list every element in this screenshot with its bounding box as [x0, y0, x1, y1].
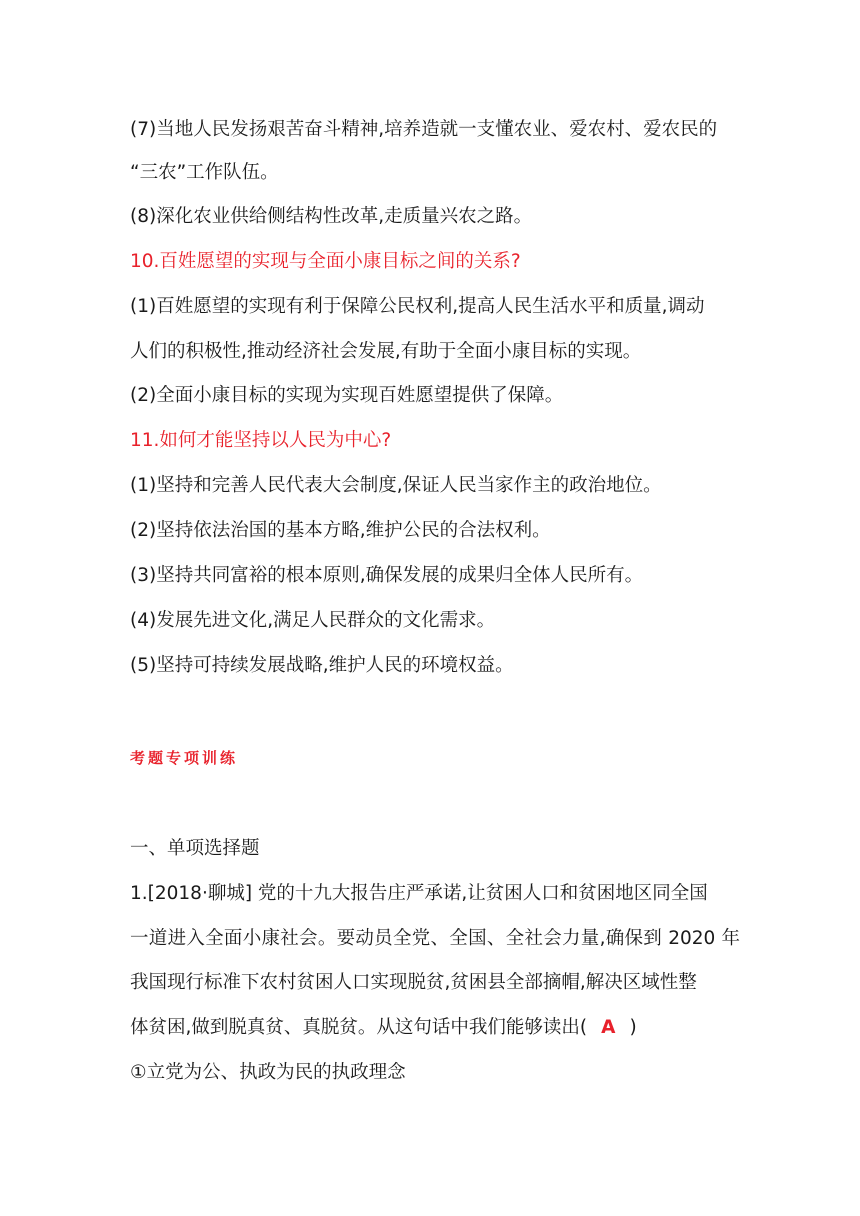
question-1-last-line	[130, 1016, 740, 1040]
section-title: 考题专项训练	[130, 749, 239, 767]
question-1-line: 一道进入全面小康社会。要动员全党、全国、全社会力量,确保到 2020 年	[130, 928, 740, 949]
text-line: (7)当地人民发扬艰苦奋斗精神,培养造就一支懂农业、爱农村、爱农民的	[130, 119, 718, 140]
text-line: 人们的积极性,推动经济社会发展,有助于全面小康目标的实现。	[130, 341, 642, 362]
text-line: “三农”工作队伍。	[130, 162, 279, 183]
text-line: (4)发展先进文化,满足人民群众的文化需求。	[130, 610, 496, 631]
text-line: (5)坚持可持续发展战略,维护人民的环境权益。	[130, 655, 514, 676]
text-line: (3)坚持共同富裕的根本原则,确保发展的成果归全体人民所有。	[130, 565, 644, 586]
question-10-heading: 10.百姓愿望的实现与全面小康目标之间的关系?	[130, 251, 521, 272]
part-heading: 一、单项选择题	[130, 838, 260, 859]
text-line: (1)百姓愿望的实现有利于保障公民权利,提高人民生活水平和质量,调动	[130, 296, 705, 317]
answer-mark: A	[601, 1017, 616, 1038]
text-line: (2)坚持依法治国的基本方略,维护公民的合法权利。	[130, 520, 551, 541]
text-line: (2)全面小康目标的实现为实现百姓愿望提供了保障。	[130, 385, 564, 406]
question-1-line: 1.[2018·聊城] 党的十九大报告庄严承诺,让贫困人口和贫困地区同全国	[130, 883, 708, 904]
text-line: (1)坚持和完善人民代表大会制度,保证人民当家作主的政治地位。	[130, 475, 662, 496]
question-11-heading: 11.如何才能坚持以人民为中心?	[130, 430, 392, 451]
question-1-line-suffix: )	[629, 1017, 637, 1038]
text-line: (8)深化农业供给侧结构性改革,走质量兴农之路。	[130, 206, 533, 227]
question-1-line-prefix: 体贫困,做到脱真贫、真脱贫。从这句话中我们能够读出(	[130, 1017, 588, 1038]
option-1: ①立党为公、执政为民的执政理念	[130, 1062, 406, 1083]
question-1-line: 我国现行标准下农村贫困人口实现脱贫,贫困县全部摘帽,解决区域性整	[130, 972, 697, 993]
